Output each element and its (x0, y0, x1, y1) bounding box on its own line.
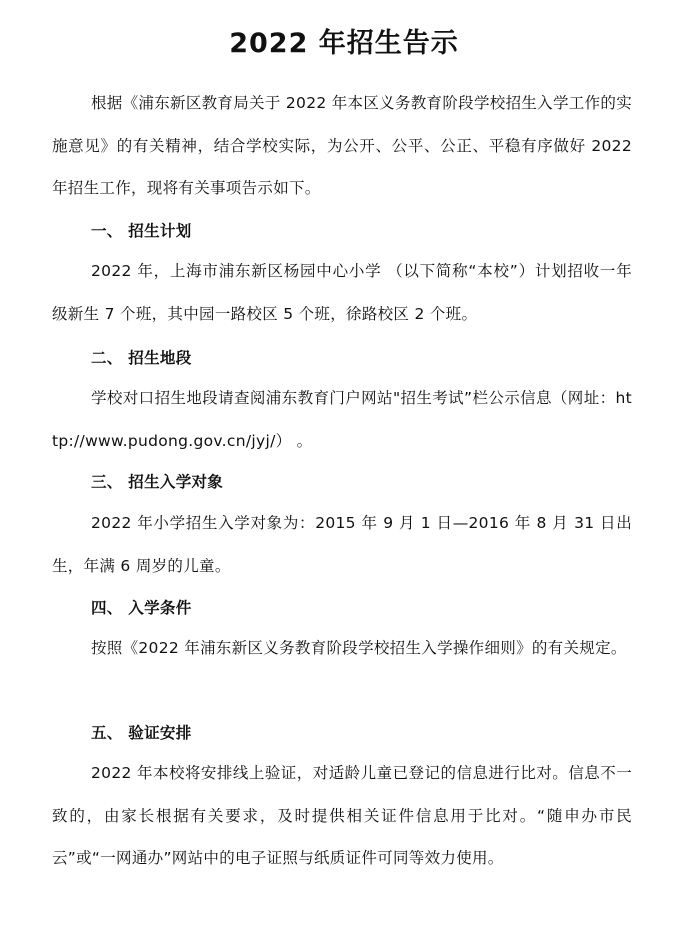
section-heading-eligibility: 三、 招生入学对象 (91, 473, 224, 491)
intro-paragraph: 根据《浦东新区教育局关于 2022 年本区义务教育阶段学校招生入学工作的实施意见》的有关精神，结合学校实际，为公开、公平、公正、平稳有序做好 2022 年招生工作，现将有关事项告示如下。 (52, 94, 632, 197)
section-body-conditions: 按照《2022 年浦东新区义务教育阶段学校招生入学操作细则》的有关规定。 (91, 639, 627, 657)
section-body-district: 学校对口招生地段请查阅浦东教育门户网站"招生考试”栏公示信息（网址：http://www.pudong.gov.cn/jyj/） 。 (52, 389, 632, 450)
section-heading-verification: 五、 验证安排 (91, 724, 192, 742)
section-heading-plan: 一、 招生计划 (91, 222, 192, 240)
section-body-eligibility: 2022 年小学招生入学对象为：2015 年 9 月 1 日—2016 年 8 月 31 日出生，年满 6 周岁的儿童。 (52, 514, 632, 575)
section-body-verification: 2022 年本校将安排线上验证，对适龄儿童已登记的信息进行比对。信息不一致的，由家长根据有关要求，及时提供相关证件信息用于比对。“随申办市民云”或“一网通办”网站中的电子证照与纸质证件可同等效力使用。 (52, 764, 632, 867)
document-title: 2022 年招生告示 (229, 28, 459, 60)
section-heading-district: 二、 招生地段 (91, 349, 192, 367)
section-body-plan: 2022 年，上海市浦东新区杨园中心小学 （以下简称“本校”）计划招收一年级新生 7 个班，其中园一路校区 5 个班，徐路校区 2 个班。 (52, 262, 632, 323)
section-heading-conditions: 四、 入学条件 (91, 599, 192, 617)
